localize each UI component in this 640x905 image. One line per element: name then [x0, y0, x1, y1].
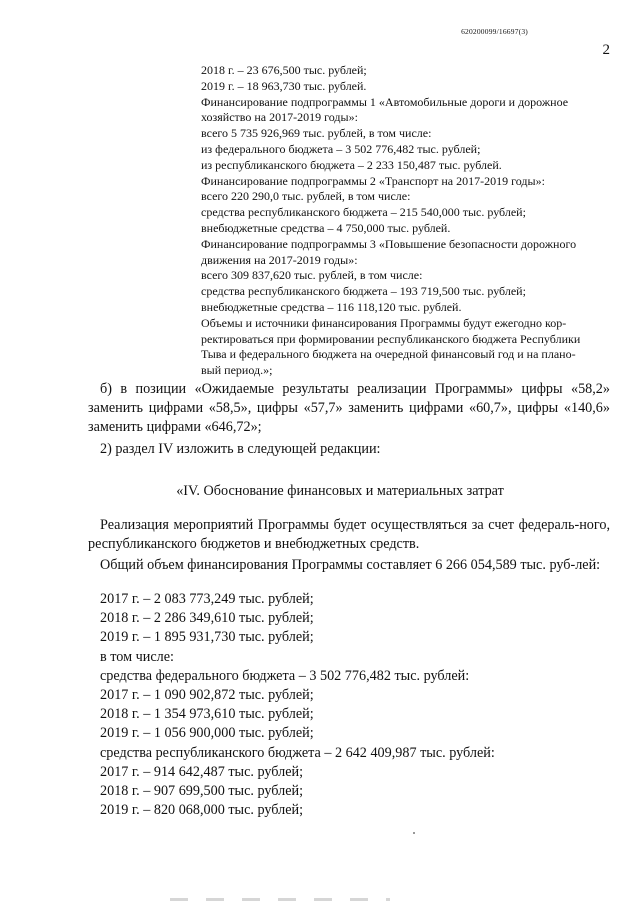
totals-line: 2017 г. – 1 090 902,872 тыс. рублей;: [100, 687, 314, 704]
block-line: внебюджетные средства – 116 118,120 тыс. рублей.: [201, 299, 462, 314]
block-line: средства республиканского бюджета – 215 540,000 тыс. рублей;: [201, 205, 526, 220]
totals-line: средства федерального бюджета – 3 502 776,482 тыс. рублей:: [100, 667, 470, 684]
total-financing-paragraph: Общий объем финансирования Программы составляет 6 266 054,589 тыс. руб-лей:: [100, 557, 601, 573]
section-heading: «IV. Обоснование финансовых и материальных затрат: [176, 483, 504, 499]
block-line: Финансирование подпрограммы 1 «Автомобильные дороги и дорожное: [201, 94, 569, 109]
implementation-paragraph: Реализация мероприятий Программы будет осуществляться за счет федераль-ного, республиканского бюджетов и внебюджетных средств.: [88, 517, 610, 553]
document-id: 620200099/16697(3): [461, 27, 528, 36]
block-line: всего 309 837,620 тыс. рублей, в том числе:: [201, 268, 423, 283]
block-line: хозяйство на 2017-2019 годы»:: [201, 110, 358, 125]
block-line: Финансирование подпрограммы 3 «Повышение безопасности дорожного: [201, 236, 577, 251]
financing-block: [201, 63, 611, 379]
block-line: Тыва и федерального бюджета на очередной финансовый год и на плано-: [201, 347, 576, 362]
totals-line: в том числе:: [100, 648, 174, 665]
amendment-b-paragraph: б) в позиции «Ожидаемые результаты реализации Программы» цифры «58,2» заменить цифрами «58,5», цифры «57,7» заменить цифрами «60,7», цифры «140,6» заменить цифрами «646,72»;: [88, 381, 610, 436]
block-line: из федерального бюджета – 3 502 776,482 тыс. рублей;: [201, 141, 481, 156]
block-line: средства республиканского бюджета – 193 719,500 тыс. рублей;: [201, 284, 526, 299]
page-number: 2: [602, 42, 610, 58]
totals-line: 2017 г. – 2 083 773,249 тыс. рублей;: [100, 591, 314, 607]
block-line: ректироваться при формировании республиканского бюджета Республики: [201, 331, 581, 346]
totals-line: 2018 г. – 1 354 973,610 тыс. рублей;: [100, 706, 314, 723]
totals-line: 2019 г. – 1 056 900,000 тыс. рублей;: [100, 725, 314, 742]
totals-line: 2019 г. – 820 068,000 тыс. рублей;: [100, 802, 304, 819]
footer-scan-artifact: [170, 898, 390, 901]
totals-line: 2018 г. – 2 286 349,610 тыс. рублей;: [100, 610, 314, 627]
block-line: 2019 г. – 18 963,730 тыс. рублей.: [201, 78, 367, 93]
totals-line: 2017 г. – 914 642,487 тыс. рублей;: [100, 763, 304, 780]
item-2-paragraph: 2) раздел IV изложить в следующей редакции:: [100, 441, 381, 457]
block-line: всего 5 735 926,969 тыс. рублей, в том числе:: [201, 126, 432, 141]
totals-line: 2018 г. – 907 699,500 тыс. рублей;: [100, 783, 304, 800]
totals-line: средства республиканского бюджета – 2 642 409,987 тыс. рублей:: [100, 744, 495, 761]
block-line: 2018 г. – 23 676,500 тыс. рублей;: [201, 63, 367, 77]
block-line: движения на 2017-2019 годы»:: [201, 252, 358, 267]
totals-line: 2019 г. – 1 895 931,730 тыс. рублей;: [100, 629, 314, 646]
block-line: внебюджетные средства – 4 750,000 тыс. рублей.: [201, 220, 451, 235]
scan-speck: [413, 832, 415, 834]
block-line: Объемы и источники финансирования Программы будут ежегодно кор-: [201, 315, 567, 330]
financing-totals-list: [100, 590, 495, 820]
block-line: Финансирование подпрограммы 2 «Транспорт на 2017-2019 годы»:: [201, 173, 545, 188]
block-line: вый период.»;: [201, 363, 273, 378]
block-line: из республиканского бюджета – 2 233 150,487 тыс. рублей.: [201, 157, 502, 172]
block-line: всего 220 290,0 тыс. рублей, в том числе:: [201, 189, 411, 204]
